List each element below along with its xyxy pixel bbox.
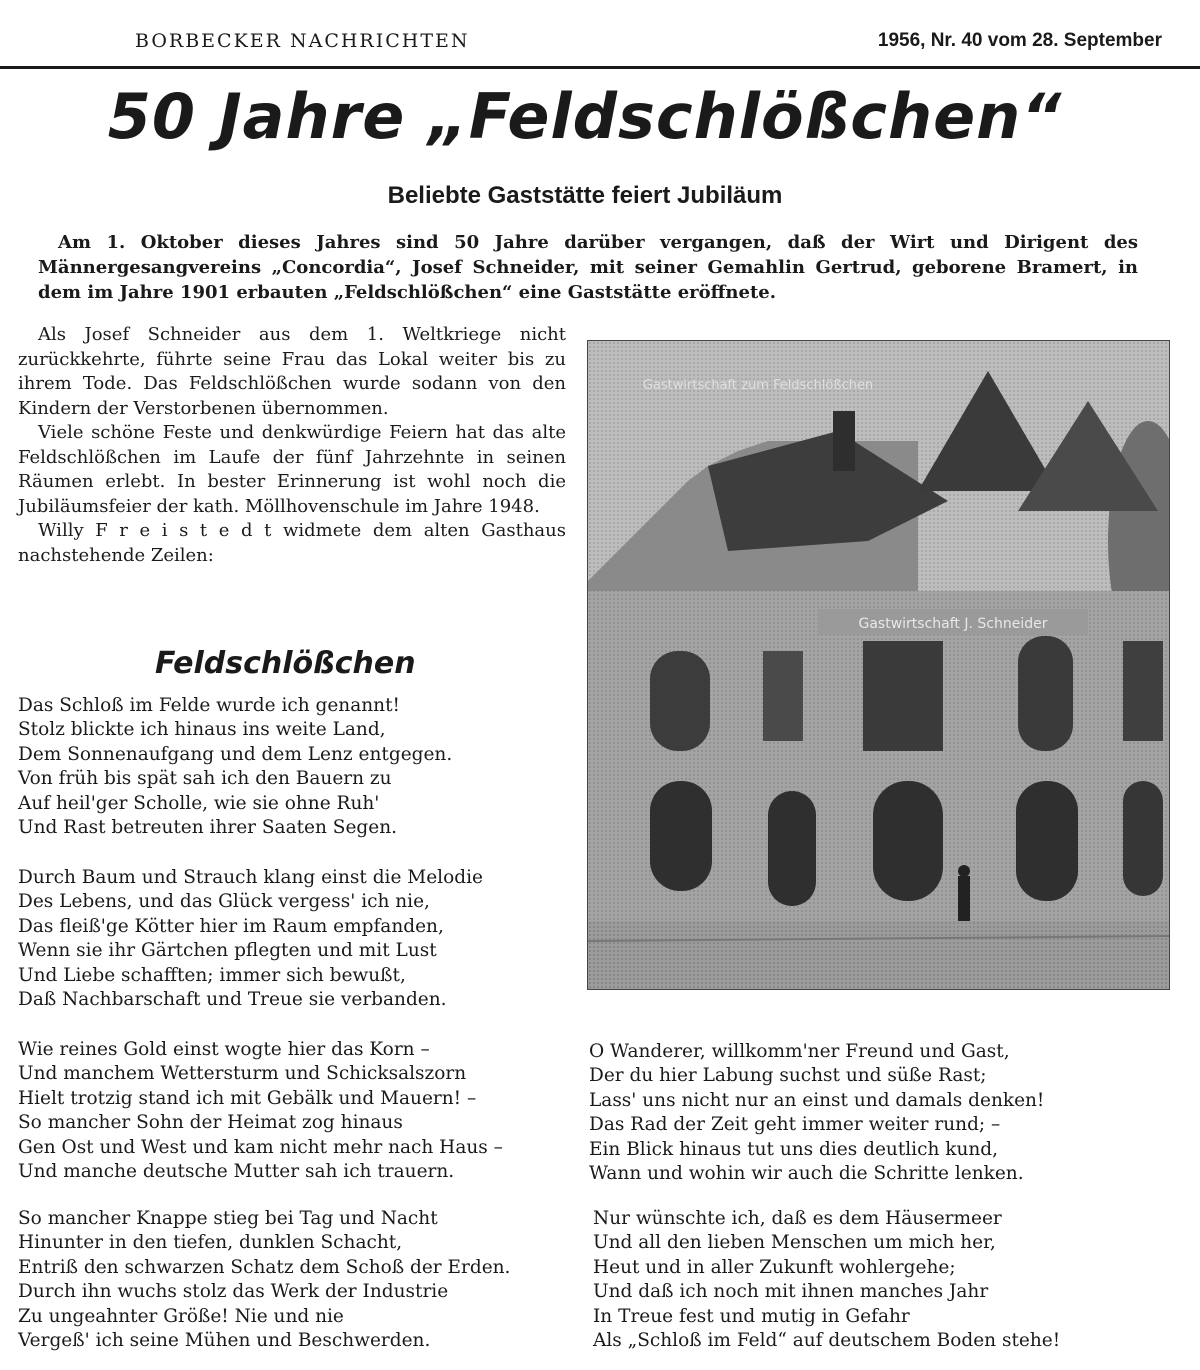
poem-stanza (589, 1040, 1044, 1186)
poem-line: Zu ungeahnter Größe! Nie und nie (18, 1305, 344, 1327)
poem-line: Auf heil'ger Scholle, wie sie ohne Ruh' (18, 792, 380, 814)
issue-date: 1956, Nr. 40 vom 28. September (877, 30, 1162, 51)
poem-line: Und daß ich noch mit ihnen manches Jahr (593, 1281, 989, 1303)
poem-line: Durch Baum und Strauch klang einst die Melodie (18, 867, 483, 888)
poem-line: Der du hier Labung suchst und süße Rast; (589, 1065, 987, 1087)
poem-line: Entriß den schwarzen Schatz dem Schoß der Erden. (18, 1256, 511, 1278)
poem-line: Das fleiß'ge Kötter hier im Raum empfanden, (18, 915, 444, 937)
poem-line: So mancher Knappe stieg bei Tag und Nacht (18, 1208, 438, 1229)
poem-line: Daß Nachbarschaft und Treue sie verbanden. (18, 988, 447, 1010)
poem-line: Hinunter in den tiefen, dunklen Schacht, (18, 1232, 403, 1254)
poem-line: O Wanderer, willkomm'ner Freund und Gast, (589, 1041, 1010, 1062)
poem-line: Ein Blick hinaus tut uns dies deutlich kund, (589, 1138, 999, 1160)
poem-line: Hielt trotzig stand ich mit Gebälk und Mauern! – (18, 1087, 477, 1109)
poem-stanza (18, 1038, 503, 1184)
poem-line: Des Lebens, und das Glück vergess' ich nie, (18, 891, 430, 913)
poem-stanza (18, 866, 483, 1012)
building-illustration (588, 341, 1170, 990)
poem-line: Durch ihn wuchs stolz das Werk der Industrie (18, 1281, 449, 1303)
poem-stanza (593, 1207, 1060, 1353)
building-photo (587, 340, 1170, 990)
poem-line: Wie reines Gold einst wogte hier das Korn – (18, 1039, 430, 1060)
article-body (18, 323, 566, 568)
facade-sign: Gastwirtschaft J. Schneider (858, 616, 1048, 632)
poem-line: Das Schloß im Felde wurde ich genannt! (18, 695, 400, 716)
poem-line: Und manche deutsche Mutter sah ich trauern. (18, 1160, 455, 1182)
poem-line: Und Liebe schafften; immer sich bewußt, (18, 964, 406, 986)
masthead (0, 0, 1200, 69)
poem-line: Als „Schloß im Feld“ auf deutschem Boden stehe! (593, 1329, 1061, 1351)
article-lead: Am 1. Oktober dieses Jahres sind 50 Jahre darüber vergangen, daß der Wirt und Dirigent des Männergesangvereins „Concordia“, Josef Schneider, mit seiner Gemahlin Gertrud, geborene Bramert, in dem im Jahre 1901 erbauten „Feldschlößchen“ eine Gaststätte eröffnete. (38, 232, 1138, 303)
poem-line: Wann und wohin wir auch die Schritte lenken. (589, 1162, 1024, 1184)
poem-line: Und manchem Wettersturm und Schicksalszorn (18, 1063, 467, 1085)
poem-line: Und Rast betreuten ihrer Saaten Segen. (18, 816, 397, 838)
body-paragraph: Willy F r e i s t e d t widmete dem alten Gasthaus nachstehende Zeilen: (18, 520, 566, 566)
body-paragraph: Viele schöne Feste und denkwürdige Feiern hat das alte Feldschlößchen im Laufe der fünf Jahrzehnte in seinen Räumen erlebt. In bester Erinnerung ist wohl noch die Jubiläumsfeier der kath. Möllhovenschule im Jahre 1948. (18, 422, 566, 517)
body-paragraph: Als Josef Schneider aus dem 1. Weltkriege nicht zurückkehrte, führte seine Frau das Lokal weiter bis zu ihrem Tode. Das Feldschlößchen wurde sodann von den Kindern der Verstorbenen übernommen. (18, 324, 566, 419)
poem-line: Von früh bis spät sah ich den Bauern zu (18, 768, 392, 790)
poem-line: Vergeß' ich seine Mühen und Beschwerden. (18, 1329, 431, 1351)
poem-line: Dem Sonnenaufgang und dem Lenz entgegen. (18, 743, 453, 765)
poem-line: Und all den lieben Menschen um mich her, (593, 1232, 996, 1254)
poem-line: Das Rad der Zeit geht immer weiter rund; – (589, 1114, 1001, 1136)
article-headline: 50 Jahre „Feldschlößchen“ (107, 80, 1063, 153)
poem-line: Lass' uns nicht nur an einst und damals denken! (589, 1089, 1045, 1111)
poem-line: So mancher Sohn der Heimat zog hinaus (18, 1112, 403, 1134)
newspaper-name: BORBECKER NACHRICHTEN (135, 30, 470, 52)
article-subheadline: Beliebte Gaststätte feiert Jubiläum (387, 182, 783, 209)
poem-stanza (18, 694, 452, 840)
poem-line: Wenn sie ihr Gärtchen pflegten und mit Lust (18, 940, 437, 962)
poem-title: Feldschlößchen (155, 646, 416, 681)
poem-line: In Treue fest und mutig in Gefahr (593, 1305, 910, 1327)
poem-stanza (18, 1207, 510, 1353)
poem-line: Stolz blickte ich hinaus ins weite Land, (18, 719, 386, 741)
roof-sign: Gastwirtschaft zum Feldschlößchen (642, 378, 874, 393)
poem-line: Gen Ost und West und kam nicht mehr nach Haus – (18, 1136, 503, 1158)
poem-line: Heut und in aller Zukunft wohlergehe; (593, 1256, 956, 1278)
poem-line: Nur wünschte ich, daß es dem Häusermeer (593, 1208, 1002, 1229)
